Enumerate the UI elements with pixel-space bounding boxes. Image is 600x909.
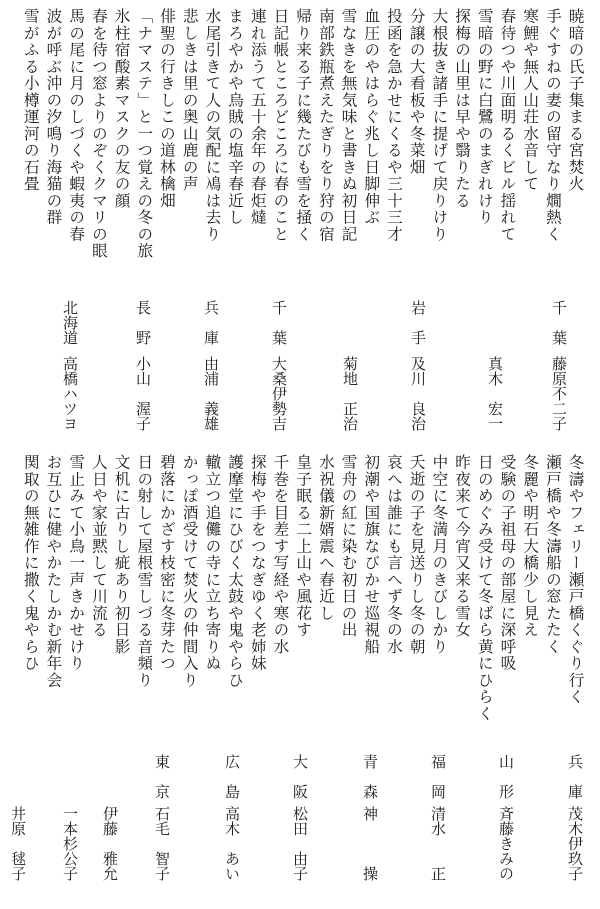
poem-line: 俳聖の行きしこの道林檎畑 [157, 8, 176, 209]
poem-line: 昨夜来て今宵又来る雪女 [453, 454, 472, 639]
author-place: 広 島 [223, 754, 241, 799]
poem-line: 中空に冬満月のきびしかり [430, 454, 449, 655]
poem-line: 水尾引きて人の気配に鳰は去り [203, 8, 222, 243]
author-name: 石毛 智子 [153, 806, 171, 881]
poem-line: 碧落にかざす枝密に冬芽たつ [157, 454, 176, 672]
poem-line: 探梅の山里は早や翳りたる [453, 8, 472, 209]
poem-line: 哀へは誰にも言へず冬の水 [384, 454, 403, 655]
author-place: 山 形 [497, 754, 515, 799]
poem-line: まろやかや烏賊の塩辛春近し [226, 8, 245, 226]
author-name: 一本杉公子 [61, 806, 79, 881]
poem-line: 「ナマステ」と一つ覚えの冬の旅 [135, 8, 154, 260]
poem-line: 馬の尾に月のしづくや蝦夷の春 [67, 8, 86, 243]
poem-line: 関取の無雑作に撒く鬼やらひ [21, 454, 40, 672]
poem-line: 悲しきは里の奥山鹿の声 [180, 8, 199, 193]
author-place: 千 葉 [270, 300, 288, 345]
author-place: 岩 手 [409, 300, 427, 345]
poem-line: 瀬戸橋や冬濤船の窓たたく [543, 454, 562, 655]
author-name: 藤原不二子 [550, 356, 568, 431]
poem-line: 寒鯉や無人山荘水音して [521, 8, 540, 193]
poem-line: 分譲の大看板や冬菜畑 [407, 8, 426, 176]
author-name: 神 操 [361, 806, 379, 881]
poem-line: 投函を急かせにくるや三十三才 [384, 8, 403, 243]
poem-line: 護摩堂にひびく太鼓や鬼やらひ [226, 454, 245, 689]
author-name: 真木 宏一 [486, 356, 504, 431]
poem-line: 受験の子祖母の部屋に深呼吸 [498, 454, 517, 672]
poem-line: 雪なきを無気味と書きぬ初日記 [339, 8, 358, 243]
author-place: 千 葉 [550, 300, 568, 345]
poem-line: 雪止みて小鳥一声きかせけり [67, 454, 86, 672]
author-name: 大桑伊勢吉 [270, 356, 288, 431]
poem-line: 皇子眠る二上山や風花す [294, 454, 313, 639]
author-place: 福 岡 [429, 754, 447, 799]
author-name: 及川 良治 [409, 356, 427, 431]
author-place: 長 野 [134, 300, 152, 345]
author-place: 東 京 [153, 754, 171, 799]
poem-line: 連れ添うて五十余年の春炬燵 [248, 8, 267, 226]
author-place: 兵 庫 [566, 754, 584, 799]
author-name: 由浦 義雄 [202, 356, 220, 431]
author-name: 小山 渥子 [134, 356, 152, 431]
poem-line: 手ぐすねの妻の留守なり燗熱く [543, 8, 562, 243]
poem-line: かっぽ酒受けて焚火の仲間入り [180, 454, 199, 689]
author-name: 伊藤 雅允 [101, 806, 119, 881]
poem-line: 日記帳ところどころに春のこと [271, 8, 290, 243]
poem-line: お互ひに健やかたしかむ新年会 [44, 454, 63, 689]
poem-line: 初潮や国旗なびかせ巡視船 [362, 454, 381, 655]
author-place: 北海道 [61, 300, 79, 345]
poem-line: 氷柱宿酸素マスクの友の顔 [112, 8, 131, 209]
poem-line: 水祝儀新婿震へ春近し [316, 454, 335, 622]
poem-line: 春を待つ窓よりのぞくクマリの眼 [89, 8, 108, 260]
poem-line: 血圧のやはらぐ兆し日脚伸ぶ [362, 8, 381, 226]
author-name: 清水 正 [429, 806, 447, 881]
poem-line: 文机に古りし疵あり初日影 [112, 454, 131, 655]
poem-line: 帰り来る子に幾たびも雪を掻く [294, 8, 313, 243]
poem-line: 轍立つ追儺の寺に立ち寄りぬ [203, 454, 222, 672]
poem-line: 雪舟の紅に染む初日の出 [339, 454, 358, 639]
author-name: 高橋ハツヨ [61, 356, 79, 431]
poem-line: 暁暗の氏子集まる宮焚火 [566, 8, 585, 193]
poem-line: 雪暗の野に白鷺のまぎれけり [475, 8, 494, 226]
author-name: 高木 あい [223, 806, 241, 881]
poem-line: 南部鉄瓶煮えたぎりをり狩の宿 [316, 8, 335, 243]
author-place: 青 森 [361, 754, 379, 799]
poem-line: 日のめぐみ受けて冬ばら黄にひらく [475, 454, 494, 722]
author-name: 井原 毬子 [9, 806, 27, 881]
poem-line: 人日や家並黙して川流る [89, 454, 108, 639]
author-name: 松田 由子 [291, 806, 309, 881]
poem-line: 波が呼ぶ沖の汐鳴り海猫の群 [44, 8, 63, 226]
poem-line: 冬濤やフェリー瀬戸橋くぐり行く [566, 454, 585, 706]
poem-line: 夭逝の子を見送りし冬の朝 [407, 454, 426, 655]
author-place: 大 阪 [291, 754, 309, 799]
poem-line: 千巻を目差す写経や寒の水 [271, 454, 290, 655]
poem-line: 春待つや川面明るくビル揺れて [498, 8, 517, 243]
poem-line: 冬麗や明石大橋少し見え [521, 454, 540, 639]
author-name: 斉藤きみの [497, 806, 515, 881]
poem-line: 大根抜き諸手に提げて戻りけり [430, 8, 449, 243]
poem-line: 探梅や手をつなぎゆく老姉妹 [248, 454, 267, 672]
author-name: 菊地 正治 [341, 356, 359, 431]
poem-line: 日の射して屋根雪しづる音頻り [135, 454, 154, 689]
poem-line: 雪がふる小樽運河の石畳 [21, 8, 40, 193]
author-name: 茂木伊玖子 [566, 806, 584, 881]
author-place: 兵 庫 [202, 300, 220, 345]
